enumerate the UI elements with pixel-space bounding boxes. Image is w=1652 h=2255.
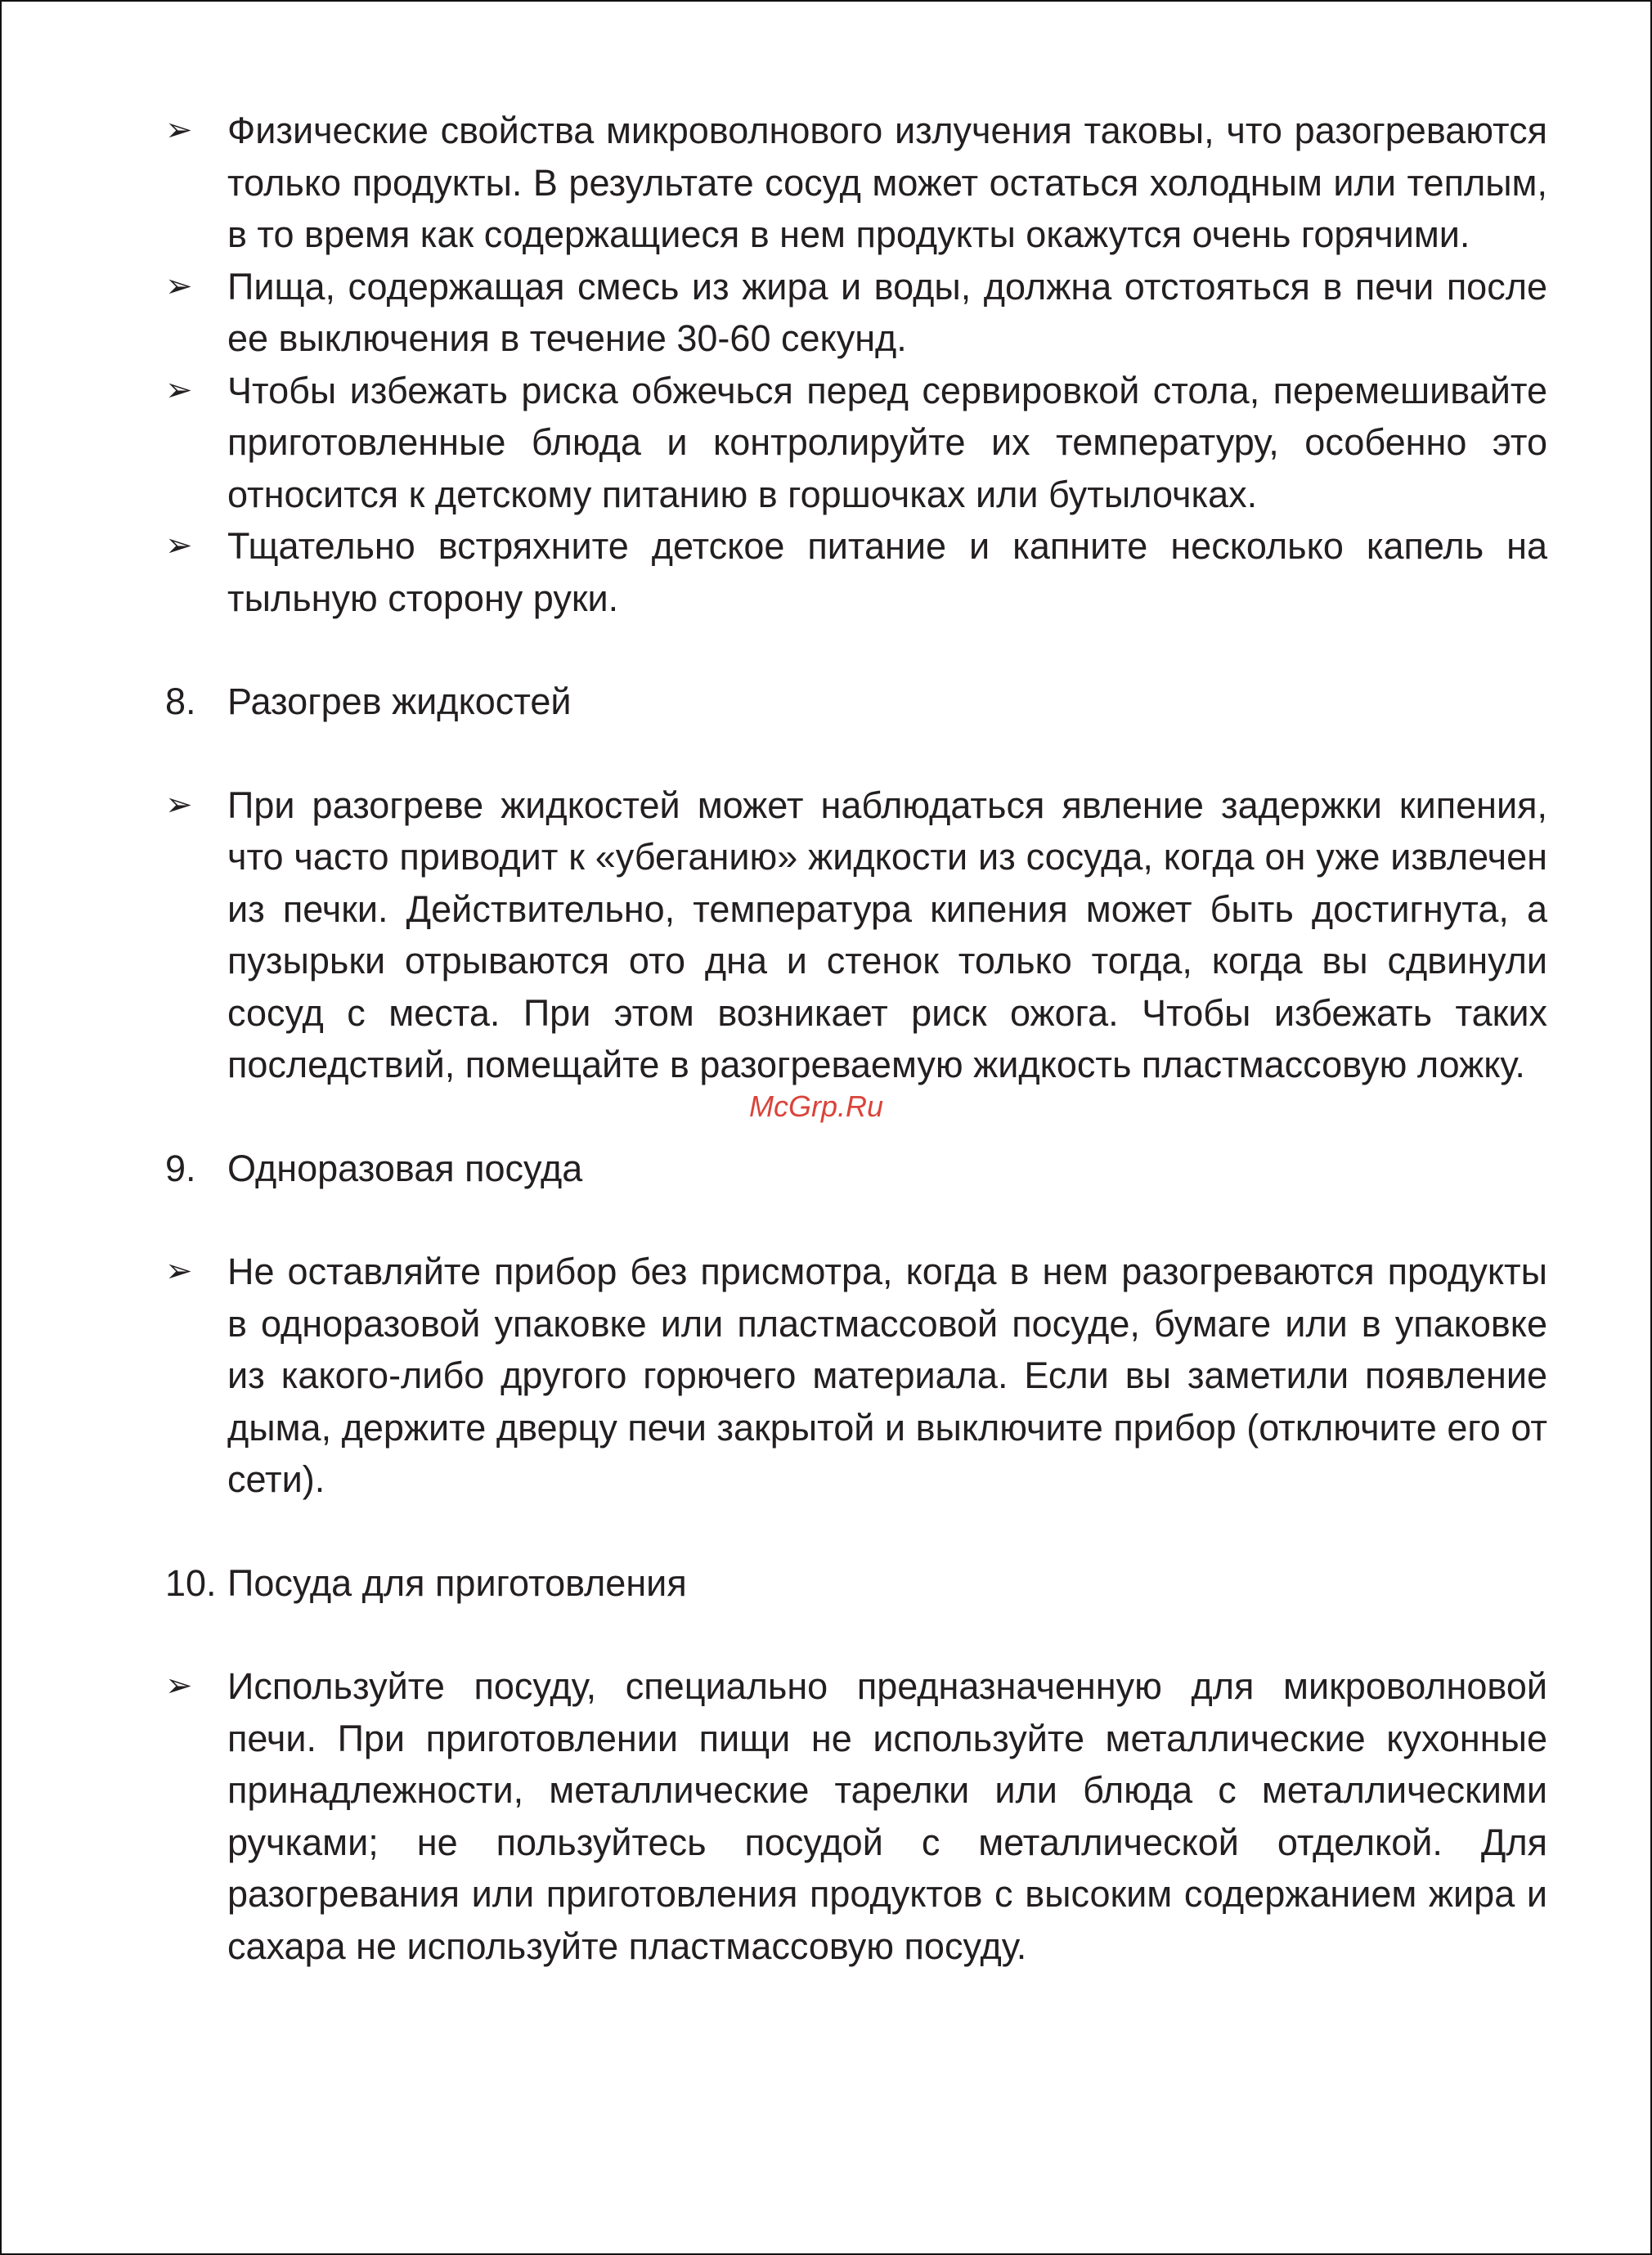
section-number: 8. [165, 681, 196, 722]
arrow-bullet-icon: ➢ [165, 527, 193, 564]
section-number: 9. [165, 1147, 196, 1189]
list-item [165, 261, 1547, 365]
arrow-bullet-icon: ➢ [165, 1252, 193, 1290]
section-title: Одноразовая посуда [227, 1147, 583, 1189]
section-heading-9 [165, 1143, 1547, 1195]
list-item [165, 1660, 1547, 1972]
list-item [165, 779, 1547, 1091]
bullet-text: При разогреве жидкостей может наблюдаться явление задержки кипения, что часто приводит к «убеганию» жидкости из сосуда, когда он уже извлечен из печки. Действительно, температура кипения может быть достигнута, а пузырьки отрываются ото дна и стенок только тогда, когда вы сдвинули сосуд с места. При этом возникает риск ожога. Чтобы избежать таких последствий, помещайте в разогреваемую жидкость пластмассовую ложку. [227, 784, 1547, 1085]
list-item [165, 520, 1547, 624]
section-title: Посуда для приготовления [227, 1561, 687, 1604]
arrow-bullet-icon: ➢ [165, 371, 193, 409]
arrow-bullet-icon: ➢ [165, 1667, 193, 1705]
bullet-text: Используйте посуду, специально предназначенную для микроволновой печи. При приготовлении пищи не используйте металлические кухонные принадлежности, металлические тарелки или блюда с металлическими ручками; не пользуйтесь посудой с металлической отделкой. Для разогревания или приготовления продуктов с высоким содержанием жира и сахара не используйте пластмассовую посуду. [227, 1665, 1547, 1967]
bullet-text: Пища, содержащая смесь из жира и воды, должна отстояться в печи после ее выключения в течение 30-60 секунд. [227, 265, 1547, 359]
list-item [165, 1246, 1547, 1506]
list-item [165, 105, 1547, 261]
bullet-text: Чтобы избежать риска обжечься перед сервировкой стола, перемешивайте приготовленные блюда и контролируйте их температуру, особенно это относится к детскому питанию в горшочках или бутылочках. [227, 369, 1547, 515]
document-content [165, 105, 1547, 1972]
list-item [165, 365, 1547, 521]
arrow-bullet-icon: ➢ [165, 111, 193, 149]
watermark-text: McGrp.Ru [749, 1089, 884, 1123]
section-heading-8 [165, 676, 1547, 728]
section-title: Разогрев жидкостей [227, 681, 572, 722]
section-number: 10. [165, 1561, 217, 1604]
bullet-text: Физические свойства микроволнового излучения таковы, что разогреваются только продукты. В результате сосуд может остаться холодным или теплым, в то время как содержащиеся в нем продукты окажутся очень горячими. [227, 110, 1547, 255]
arrow-bullet-icon: ➢ [165, 785, 193, 824]
arrow-bullet-icon: ➢ [165, 267, 193, 305]
bullet-text: Тщательно встряхните детское питание и капните несколько капель на тыльную сторону руки. [227, 525, 1547, 619]
section-heading-10 [165, 1557, 1547, 1610]
bullet-text: Не оставляйте прибор без присмотра, когда в нем разогреваются продукты в одноразовой упаковке или пластмассовой посуде, бумаге или в упаковке из какого-либо другого горючего материала. Если вы заметили появление дыма, держите дверцу печи закрытой и выключите прибор (отключите его от сети). [227, 1251, 1547, 1500]
